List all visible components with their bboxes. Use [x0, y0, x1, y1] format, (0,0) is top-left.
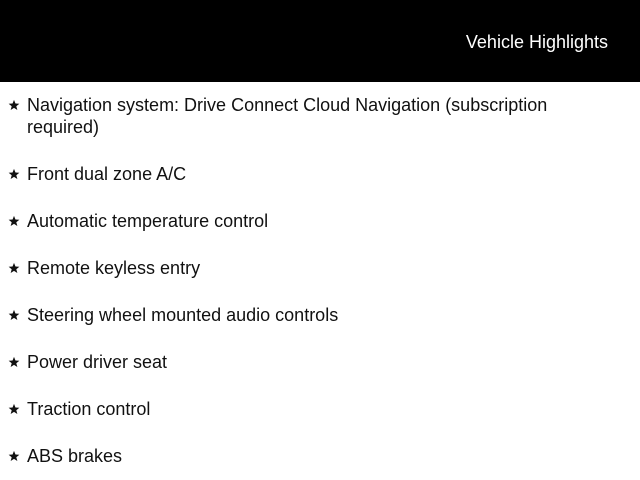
list-item	[0, 94, 640, 138]
list-item	[0, 210, 640, 232]
star-icon	[7, 304, 21, 326]
feature-label: Front dual zone A/C	[27, 164, 187, 184]
feature-label: Remote keyless entry	[27, 258, 201, 278]
list-item	[0, 304, 640, 326]
feature-label: Automatic temperature control	[27, 211, 269, 231]
star-icon	[7, 398, 21, 420]
feature-label: Steering wheel mounted audio controls	[27, 305, 339, 325]
star-icon	[7, 210, 21, 232]
feature-label: Traction control	[27, 399, 151, 419]
star-icon	[7, 257, 21, 279]
feature-list	[0, 94, 640, 480]
header-bar	[0, 0, 640, 82]
feature-label: Navigation system: Drive Connect Cloud Navigation (subscription required)	[27, 95, 548, 137]
list-item	[0, 257, 640, 279]
star-icon	[7, 445, 21, 467]
page-title: Vehicle Highlights	[465, 32, 608, 52]
list-item	[0, 445, 640, 467]
list-item	[0, 398, 640, 420]
star-icon	[7, 94, 21, 116]
star-icon	[7, 351, 21, 373]
star-icon	[7, 163, 21, 185]
list-item	[0, 351, 640, 373]
feature-label: ABS brakes	[27, 446, 123, 466]
feature-label: Power driver seat	[27, 352, 168, 372]
list-item	[0, 163, 640, 185]
